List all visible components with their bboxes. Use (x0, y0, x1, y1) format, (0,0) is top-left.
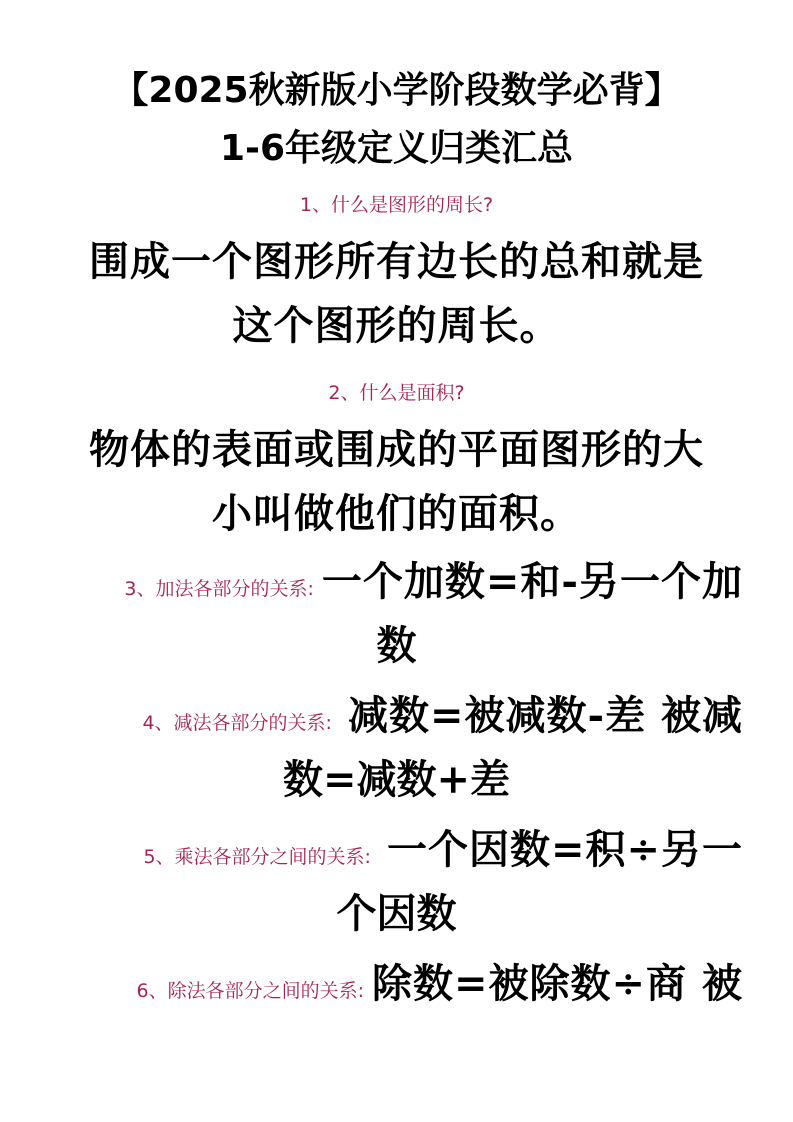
answer-2 (0, 418, 793, 546)
answer-5-line-2: 个因数 (336, 890, 457, 937)
item-6-row (0, 952, 793, 1016)
answer-1-line-2: 这个图形的周长。 (232, 302, 561, 349)
definition-item-1 (0, 192, 793, 358)
question-6: 6、除法各部分之间的关系: (136, 980, 365, 1002)
answer-5-line-1: 一个因数=积÷另一 (386, 826, 743, 873)
question-1: 1、什么是图形的周长? (299, 194, 494, 216)
answer-4-line-1: 减数=被减数-差 被减 (347, 692, 743, 739)
item-3-row (0, 550, 793, 614)
answer-6-line-1: 除数=被除数÷商 被 (372, 960, 743, 1007)
question-5: 5、乘法各部分之间的关系: (143, 846, 371, 868)
question-4: 4、减法各部分的关系: (142, 712, 332, 734)
page-title (0, 62, 793, 178)
title-line-1: 【2025秋新版小学阶段数学必背】 (112, 70, 681, 111)
definition-item-6 (0, 952, 793, 1016)
definition-item-2 (0, 380, 793, 546)
definition-item-5 (0, 818, 793, 946)
answer-3-line-2: 数 (376, 622, 417, 669)
answer-3-line-1: 一个加数=和-另一个加 (321, 558, 743, 605)
item-5-row (0, 818, 793, 882)
answer-2-line-1: 物体的表面或围成的平面图形的大 (89, 426, 704, 473)
answer-2-line-2: 小叫做他们的面积。 (212, 490, 581, 537)
question-2: 2、什么是面积? (328, 382, 465, 404)
definition-item-3 (0, 550, 793, 678)
answer-1-line-1: 围成一个图形所有边长的总和就是 (89, 238, 704, 285)
title-line-2: 1-6年级定义归类汇总 (219, 128, 574, 169)
question-3: 3、加法各部分的关系: (124, 578, 314, 600)
answer-1 (0, 230, 793, 358)
answer-4-line-2: 数=减数+差 (282, 756, 511, 803)
item-4-row (0, 684, 793, 748)
definition-item-4 (0, 684, 793, 812)
